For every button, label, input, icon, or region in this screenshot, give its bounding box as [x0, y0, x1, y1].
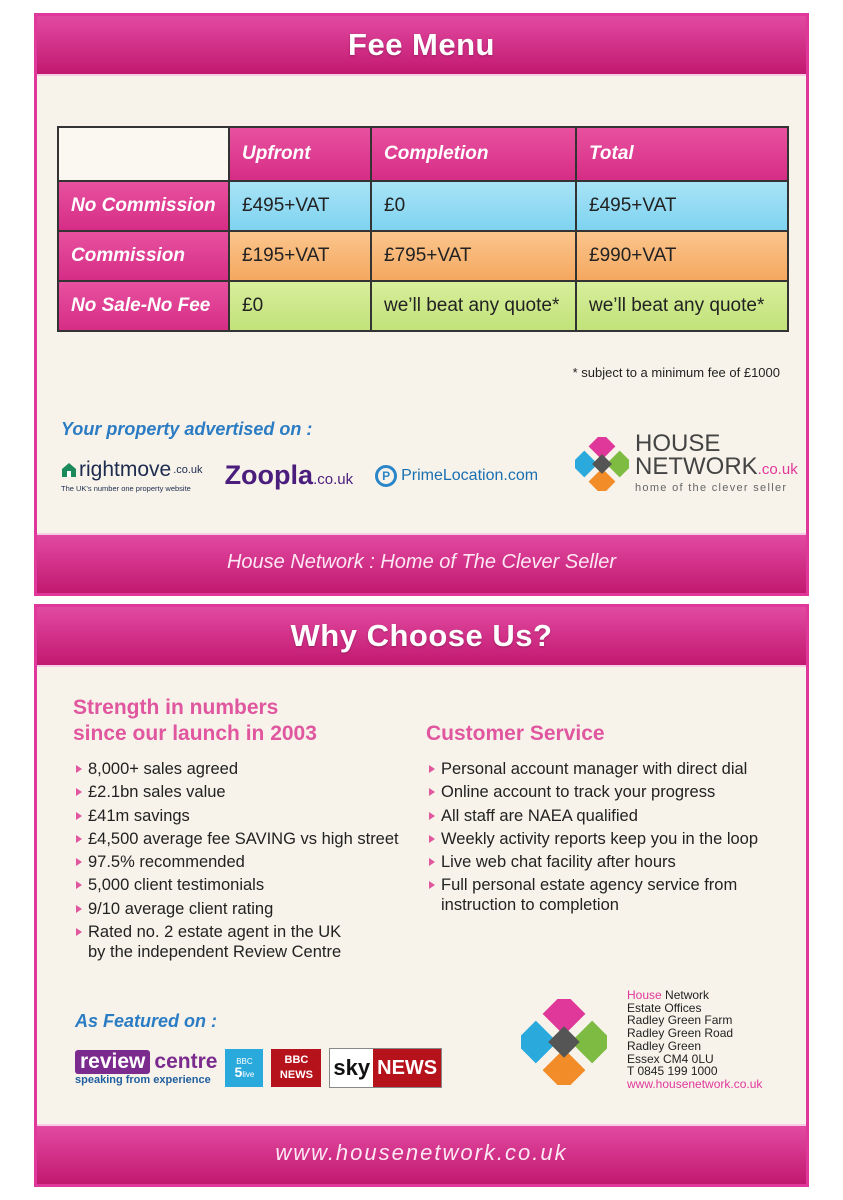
why-footer — [37, 1124, 806, 1184]
review-centre-part1: review — [75, 1050, 150, 1074]
bbc-news-line1: BBC — [284, 1054, 309, 1066]
fee-col-total: Total — [576, 127, 788, 181]
list-item: £2.1bn sales value — [75, 782, 399, 802]
featured-on-title: As Featured on : — [75, 1011, 218, 1031]
featured-logos — [75, 1048, 442, 1088]
bbc-5-live-logo — [225, 1049, 263, 1087]
house-network-logo — [575, 430, 798, 494]
fee-footnote: * subject to a minimum fee of £1000 — [572, 365, 780, 380]
fee-menu-title: Fee Menu — [348, 27, 495, 62]
rightmove-logo — [61, 458, 203, 493]
strength-title-line2: since our launch in 2003 — [73, 722, 317, 745]
bbc-news-logo — [271, 1049, 321, 1087]
fee-cell: £0 — [229, 281, 371, 331]
zoopla-logo — [225, 460, 354, 491]
sky-news-part1: sky — [330, 1049, 373, 1087]
review-centre-logo — [75, 1050, 217, 1086]
list-item: Personal account manager with direct dial — [428, 759, 758, 779]
address-phone: T 0845 199 1000 — [627, 1064, 718, 1079]
fee-menu-footer-text: House Network : Home of The Clever Seller — [226, 551, 617, 573]
fee-row-label: No Sale-No Fee — [58, 281, 229, 331]
portal-logos — [61, 458, 538, 493]
list-item: £41m savings — [75, 806, 399, 826]
fee-row-label: Commission — [58, 231, 229, 281]
review-centre-tagline: speaking from experience — [75, 1074, 211, 1086]
customer-service-list — [428, 759, 758, 919]
list-item — [75, 922, 399, 962]
primelocation-logo — [375, 465, 538, 487]
fee-cell: £795+VAT — [371, 231, 576, 281]
rightmove-name: rightmove — [79, 458, 172, 481]
fee-row — [58, 181, 788, 231]
fee-table-corner — [58, 127, 229, 181]
office-address — [627, 989, 762, 1091]
why-title: Why Choose Us? — [290, 618, 553, 653]
sky-news-logo — [329, 1048, 442, 1088]
rightmove-tagline: The UK's number one property website — [61, 484, 191, 493]
fee-cell: £495+VAT — [576, 181, 788, 231]
house-network-diamond-logo — [521, 999, 607, 1090]
rightmove-house-icon — [61, 462, 77, 478]
logo-tagline: home of the clever seller — [635, 482, 788, 494]
address-line: Radley Green Road — [627, 1026, 734, 1041]
list-item: 9/10 average client rating — [75, 899, 399, 919]
list-item: Weekly activity reports keep you in the loop — [428, 829, 758, 849]
fee-cell: £195+VAT — [229, 231, 371, 281]
footer-website-link[interactable]: www.housenetwork.co.uk — [275, 1140, 568, 1165]
rightmove-suffix: .co.uk — [173, 464, 203, 476]
address-line: Radley Green — [627, 1038, 702, 1053]
bbc5-sub: live — [242, 1070, 255, 1079]
list-item-line: by the independent Review Centre — [88, 943, 342, 962]
house-network-diamond-icon — [575, 437, 629, 491]
primelocation-icon: P — [375, 465, 397, 487]
fee-row-label: No Commission — [58, 181, 229, 231]
fee-row — [58, 281, 788, 331]
bbc5-top: BBC — [236, 1057, 253, 1066]
address-website-link[interactable]: www.housenetwork.co.uk — [627, 1076, 763, 1091]
bbc5-number: 5 — [234, 1064, 243, 1080]
list-item — [428, 875, 758, 915]
sky-news-part2: NEWS — [377, 1056, 438, 1079]
address-line: Radley Green Farm — [627, 1013, 733, 1028]
list-item: £4,500 average fee SAVING vs high street — [75, 829, 399, 849]
fee-cell: we’ll beat any quote* — [576, 281, 788, 331]
list-item: 5,000 client testimonials — [75, 875, 399, 895]
review-centre-part2: centre — [154, 1050, 218, 1073]
fee-menu-header — [37, 16, 806, 76]
why-header — [37, 607, 806, 667]
logo-line2: NETWORK — [635, 453, 758, 480]
address-brand-house: House — [627, 988, 662, 1002]
house-network-diamond-icon — [521, 999, 607, 1085]
customer-service-title: Customer Service — [426, 722, 605, 745]
address-line: Essex CM4 0LU — [627, 1051, 714, 1066]
address-brand-network: Network — [661, 988, 710, 1002]
primelocation-name: PrimeLocation.com — [401, 466, 539, 484]
fee-table — [57, 126, 789, 332]
fee-cell: £990+VAT — [576, 231, 788, 281]
fee-col-upfront: Upfront — [229, 127, 371, 181]
list-item-line: Rated no. 2 estate agent in the UK — [88, 923, 342, 942]
logo-line1: HOUSE — [635, 430, 721, 457]
fee-row — [58, 231, 788, 281]
strength-list — [75, 759, 399, 965]
strength-title-line1: Strength in numbers — [73, 696, 279, 719]
list-item: Live web chat facility after hours — [428, 852, 758, 872]
zoopla-name: Zoopla — [224, 460, 314, 490]
list-item-line: instruction to completion — [441, 896, 619, 915]
fee-cell: we’ll beat any quote* — [371, 281, 576, 331]
address-line: Estate Offices — [627, 1000, 702, 1015]
fee-cell: £0 — [371, 181, 576, 231]
list-item-line: Full personal estate agency service from — [441, 876, 738, 895]
list-item: 8,000+ sales agreed — [75, 759, 399, 779]
advertised-on-title: Your property advertised on : — [61, 419, 313, 439]
list-item: All staff are NAEA qualified — [428, 806, 758, 826]
fee-menu-footer — [37, 533, 806, 593]
list-item: Online account to track your progress — [428, 782, 758, 802]
fee-col-completion: Completion — [371, 127, 576, 181]
logo-suffix: .co.uk — [757, 461, 798, 478]
list-item: 97.5% recommended — [75, 852, 399, 872]
zoopla-suffix: .co.uk — [313, 471, 354, 488]
fee-menu-card — [34, 13, 809, 596]
fee-cell: £495+VAT — [229, 181, 371, 231]
why-choose-card — [34, 604, 809, 1187]
bbc-news-line2: NEWS — [279, 1069, 313, 1081]
strength-title — [73, 695, 317, 747]
